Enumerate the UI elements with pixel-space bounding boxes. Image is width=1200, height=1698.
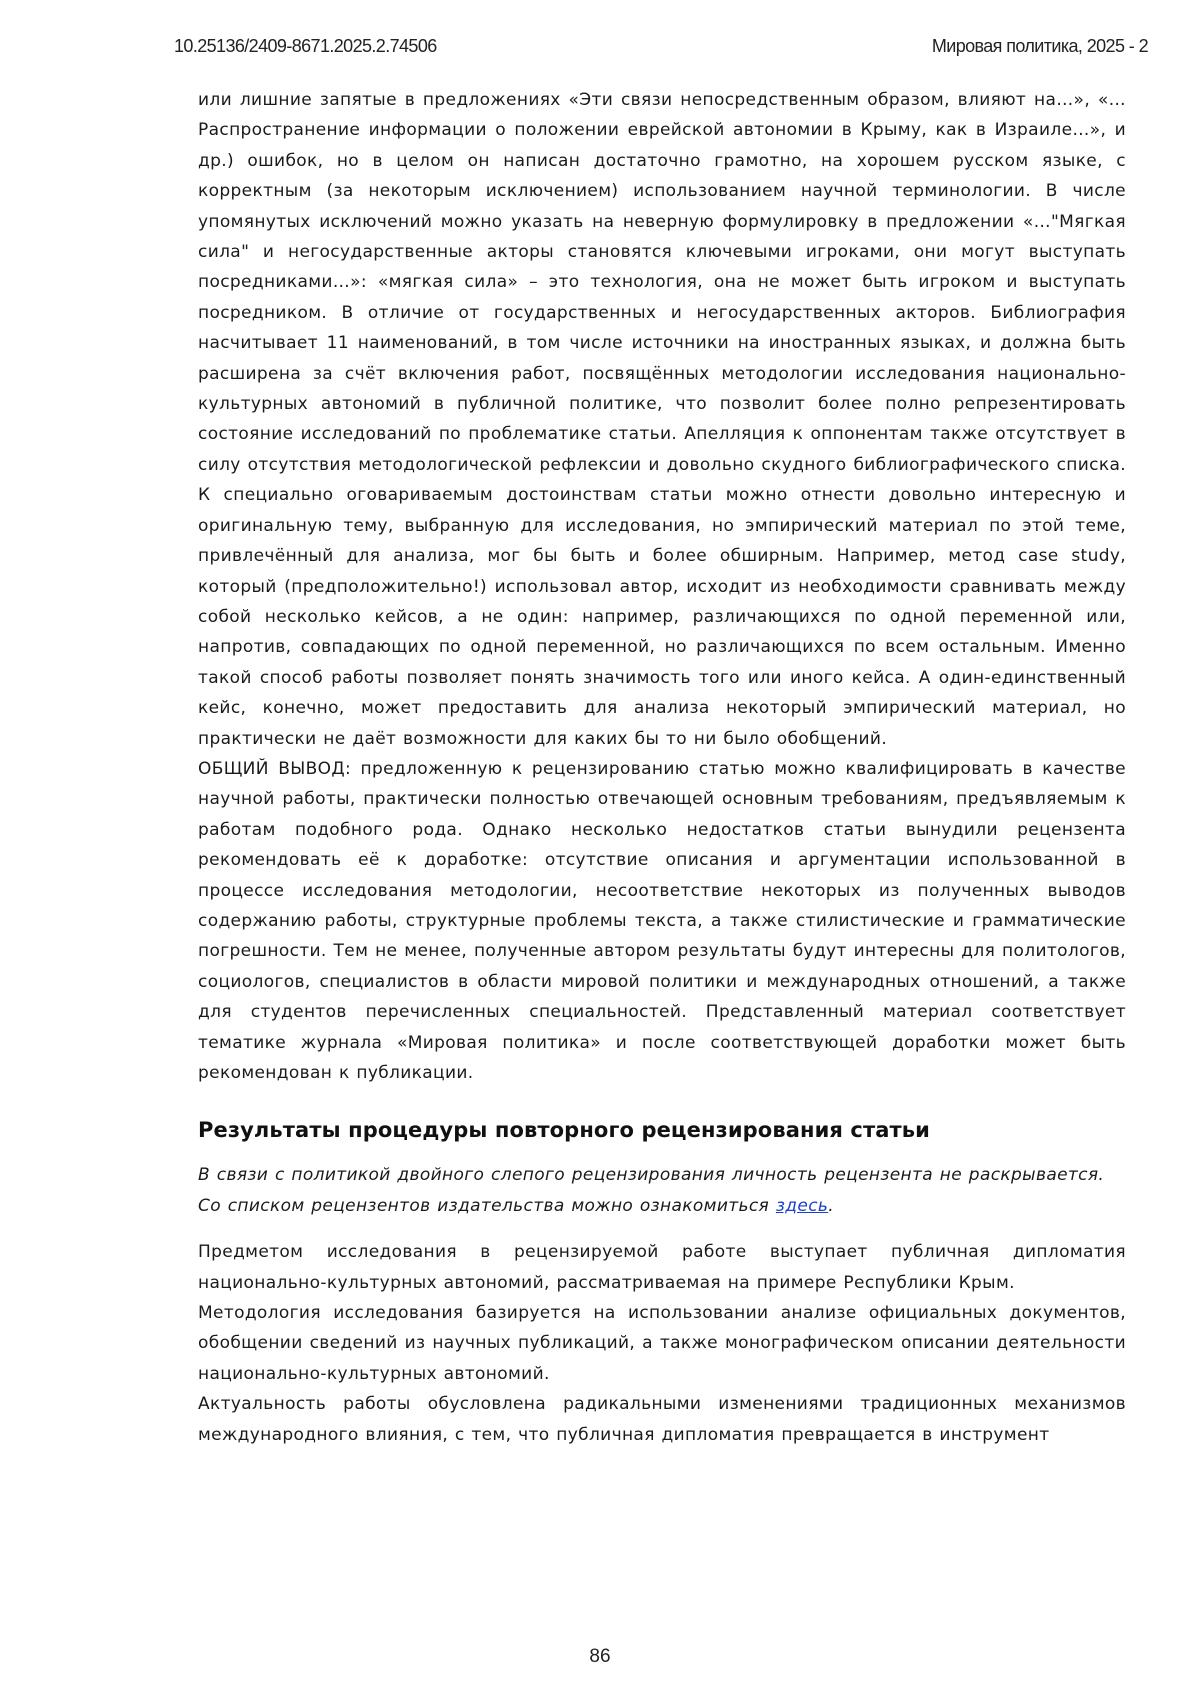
spacer [198, 1221, 1126, 1237]
reviewers-list-link[interactable]: здесь [775, 1195, 829, 1216]
methodology-paragraph: Методология исследования базируется на использовании анализе официальных документов, обобщении сведений из научных публикаций, а также монографическом описании деятельности национально-культурных автономий. [198, 1303, 1126, 1384]
reviewers-list-note [198, 1191, 1126, 1221]
page-number: 86 [589, 1646, 611, 1667]
page-header [174, 36, 1148, 62]
general-conclusion-paragraph: ОБЩИЙ ВЫВОД: предложенную к рецензированию статью можно квалифицировать в качестве научной работы, практически полностью отвечающей основным требованиям, предъявляемым к работам подобного рода. Однако несколько недостатков статьи вынудили рецензента рекомендовать её к доработке: отсутствие описания и аргументации использованной в процессе исследования методологии, несоответствие некоторых из полученных выводов содержанию работы, структурные проблемы текста, а также стилистические и грамматические погрешности. Тем не менее, полученные автором результаты будут интересны для политологов, социологов, специалистов в области мировой политики и международных отношений, а также для студентов перечисленных специальностей. Представленный материал соответствует тематике журнала «Мировая политика» и после соответствующей доработки может быть рекомендован к публикации. [198, 758, 1126, 1083]
journal-label: Мировая политика, 2025 - 2 [931, 36, 1148, 56]
research-subject-paragraph: Предметом исследования в рецензируемой работе выступает публичная дипломатия национально-культурных автономий, рассматриваемая на примере Республики Крым. [198, 1242, 1126, 1293]
blind-review-note: В связи с политикой двойного слепого рецензирования личность рецензента не раскрывается. [198, 1165, 1105, 1186]
reviewers-note-text: Со списком рецензентов издательства можно ознакомиться [198, 1195, 776, 1216]
doi-label: 10.25136/2409-8671.2025.2.74506 [174, 36, 437, 56]
review-paragraph-1: или лишние запятые в предложениях «Эти связи непосредственным образом, влияют на…», «…Распространение информации о положении еврейской автономии в Крыму, как в Израиле…», и др.) ошибок, но в целом он написан достаточно грамотно, на хорошем русском языке, с корректным (за некоторым исключением) использованием научной терминологии. В числе упомянутых исключений можно указать на неверную формулировку в предложении «…"Мягкая сила" и негосударственные акторы становятся ключевыми игроками, они могут выступать посредниками…»: «мягкая сила» – это технология, она не может быть игроком и выступать посредником. В отличие от государственных и негосударственных акторов. Библиография насчитывает 11 наименований, в том числе источники на иностранных языках, и должна быть расширена за счёт включения работ, посвящённых методологии исследования национально-культурных автономий в публичной политике, что позволит более полно репрезентировать состояние исследований по проблематике статьи. Апелляция к оппонентам также отсутствует в силу отсутствия методологической рефлексии и довольно скудного библиографического списка. К специально оговариваемым достоинствам статьи можно отнести довольно интересную и оригинальную тему, выбранную для исследования, но эмпирический материал по этой теме, привлечённый для анализа, мог бы быть и более обширным. Например, метод case study, который (предположительно!) использовал автор, исходит из необходимости сравнивать между собой несколько кейсов, а не один: например, различающихся по одной переменной или, напротив, совпадающих по одной переменной, но различающихся по всем остальным. Именно такой способ работы позволяет понять значимость того или иного кейса. А один-единственный кейс, конечно, может предоставить для анализа некоторый эмпирический материал, но практически не даёт возможности для каких бы то ни было обобщений. [198, 90, 1126, 749]
document-body [198, 85, 1126, 1450]
reviewers-note-end: . [828, 1195, 835, 1216]
relevance-paragraph: Актуальность работы обусловлена радикальными изменениями традиционных механизмов международного влияния, с тем, что публичная дипломатия превращается в инструмент [198, 1394, 1126, 1445]
section-heading: Результаты процедуры повторного рецензирования статьи [198, 1118, 930, 1143]
